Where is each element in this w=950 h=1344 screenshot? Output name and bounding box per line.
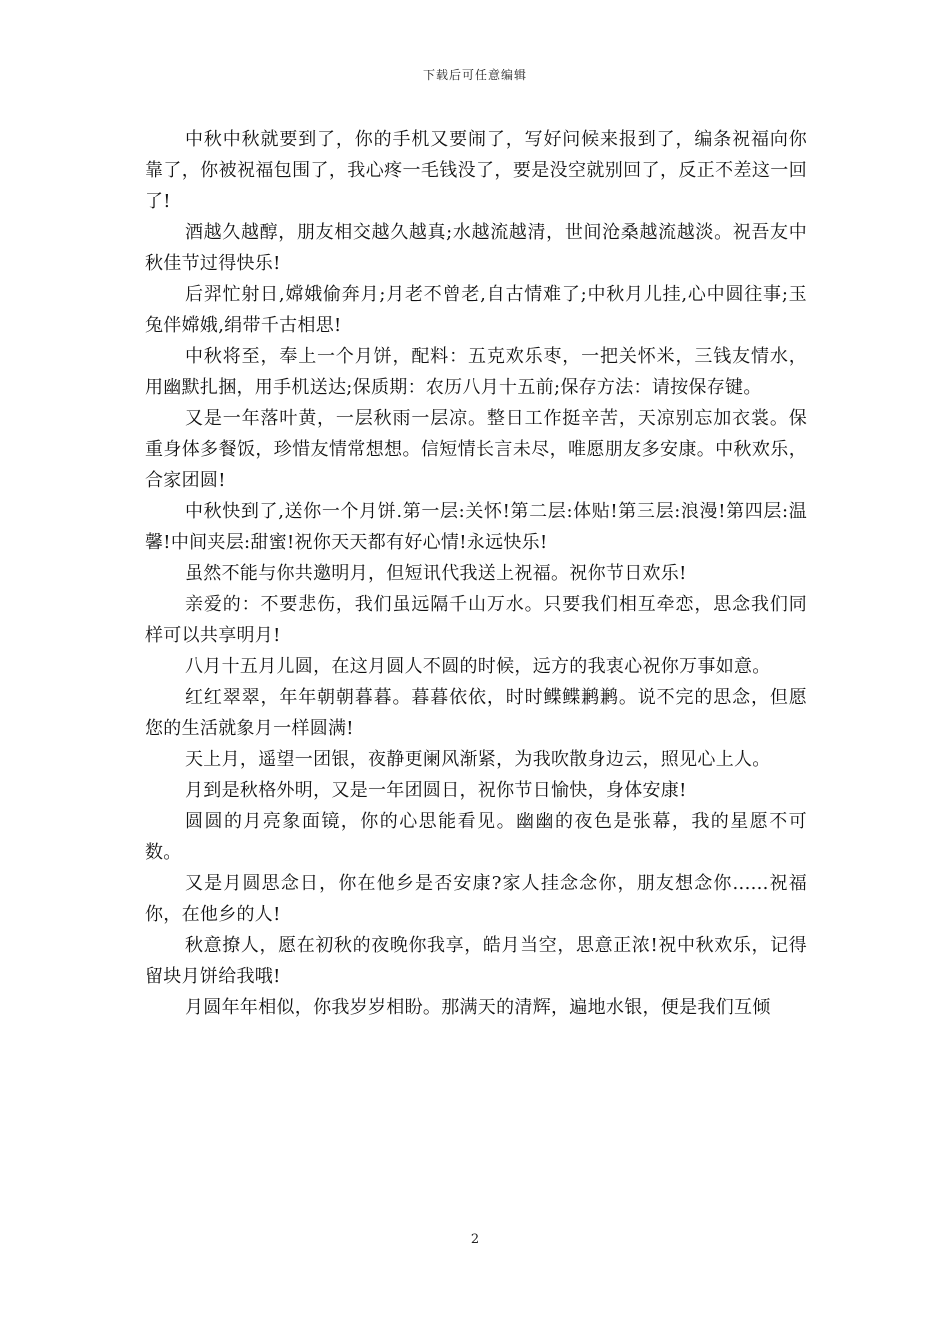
paragraph: 中秋中秋就要到了，你的手机又要闹了，写好问候来报到了，编条祝福向你靠了，你被祝福包围了，我心疼一毛钱没了，要是没空就别回了，反正不差这一回了! — [145, 129, 807, 212]
page-header: 下载后可任意编辑 — [422, 68, 527, 82]
paragraph: 虽然不能与你共邀明月，但短讯代我送上祝福。祝你节日欢乐! — [185, 563, 687, 584]
paragraph: 圆圆的月亮象面镜，你的心思能看见。幽幽的夜色是张幕，我的星愿不可数。 — [145, 811, 807, 863]
paragraph: 中秋将至，奉上一个月饼，配料：五克欢乐枣，一把关怀米，三钱友情水，用幽默扎捆，用手机送达;保质期：农历八月十五前;保存方法：请按保存键。 — [145, 346, 807, 398]
paragraph: 后羿忙射日,嫦娥偷奔月;月老不曾老,自古情难了;中秋月儿挂,心中圆往事;玉兔伴嫦娥,绢带千古相思! — [145, 284, 807, 336]
paragraph: 秋意撩人，愿在初秋的夜晚你我享，皓月当空，思意正浓!祝中秋欢乐，记得留块月饼给我哦! — [145, 935, 807, 987]
paragraph: 月到是秋格外明，又是一年团圆日，祝你节日愉快，身体安康! — [185, 780, 687, 801]
page-number: 2 — [470, 1232, 480, 1247]
paragraph: 天上月，遥望一团银，夜静更阑风渐紧，为我吹散身边云，照见心上人。 — [185, 749, 771, 770]
paragraph: 中秋快到了,送你一个月饼.第一层:关怀!第二层:体贴!第三层:浪漫!第四层:温馨!中间夹层:甜蜜!祝你天天都有好心情!永远快乐! — [145, 501, 807, 553]
paragraph: 亲爱的：不要悲伤，我们虽远隔千山万水。只要我们相互牵恋，思念我们同样可以共享明月! — [145, 594, 807, 646]
paragraph: 又是月圆思念日，你在他乡是否安康?家人挂念念你，朋友想念你......祝福你，在他乡的人! — [145, 873, 807, 925]
paragraph: 酒越久越醇，朋友相交越久越真;水越流越清，世间沧桑越流越淡。祝吾友中秋佳节过得快乐! — [145, 222, 807, 274]
document-body — [145, 124, 807, 1023]
paragraph: 红红翠翠，年年朝朝暮暮。暮暮依依，时时鲽鲽鹣鹣。说不完的思念，但愿您的生活就象月一样圆满! — [145, 687, 807, 739]
paragraph: 月圆年年相似，你我岁岁相盼。那满天的清辉，遍地水银，便是我们互倾 — [185, 997, 771, 1018]
paragraph: 八月十五月儿圆，在这月圆人不圆的时候，远方的我衷心祝你万事如意。 — [185, 656, 771, 677]
paragraph: 又是一年落叶黄，一层秋雨一层凉。整日工作挺辛苦，天凉别忘加衣裳。保重身体多餐饭，珍惜友情常想想。信短情长言未尽，唯愿朋友多安康。中秋欢乐，合家团圆! — [145, 408, 807, 491]
